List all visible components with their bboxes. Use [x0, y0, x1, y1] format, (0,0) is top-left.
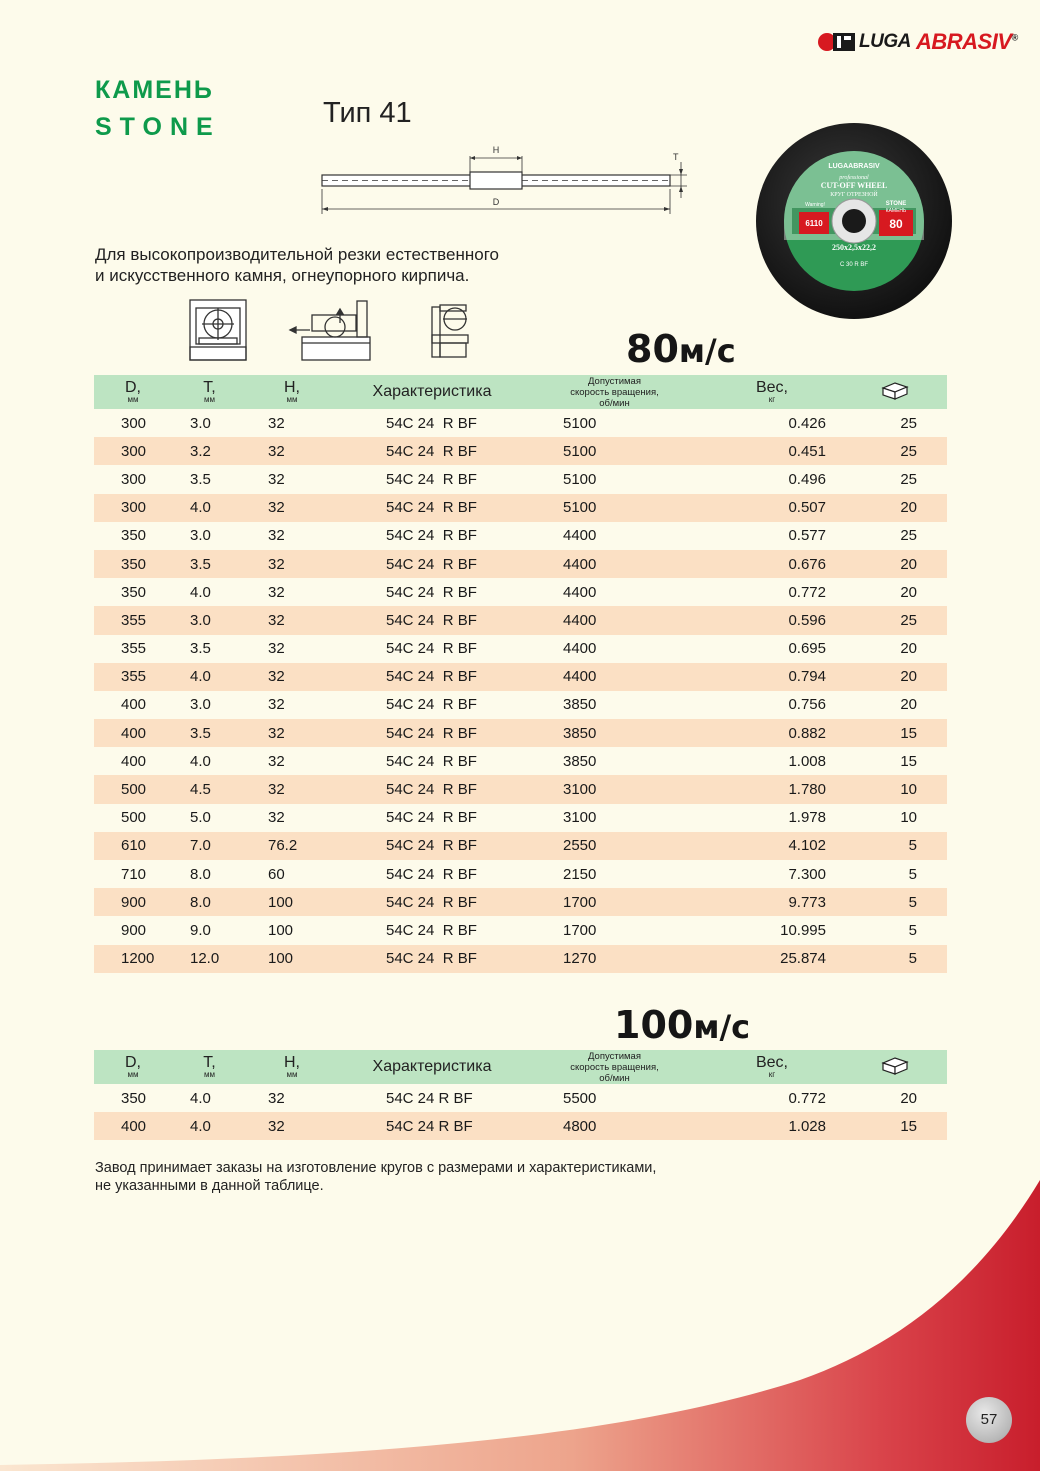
cell-t: 4.0 — [172, 663, 247, 691]
table-header — [94, 1050, 947, 1084]
cell-pack: 25 — [842, 606, 947, 634]
cell-h: 100 — [268, 921, 294, 939]
cell-weight: 1.028 — [702, 1112, 842, 1140]
cell-weight: 0.507 — [702, 494, 842, 522]
cell-pack: 20 — [842, 550, 947, 578]
cell-pack: 20 — [842, 663, 947, 691]
cell-speed: 4400 — [563, 583, 597, 601]
cell-d: 400 — [121, 696, 147, 714]
cell-pack: 15 — [842, 719, 947, 747]
speed-80-heading: 80м/с — [626, 327, 736, 371]
disc-warning-text: Warning! — [805, 202, 825, 208]
cell-weight: 0.596 — [702, 606, 842, 634]
table-header — [94, 375, 947, 409]
col-weight-header: Вес, кг — [702, 375, 842, 409]
category-title-en: STONE — [95, 113, 221, 141]
table-row — [94, 888, 947, 916]
cell-speed: 2550 — [527, 832, 702, 860]
cell-d: 1200 — [94, 945, 172, 973]
cell-d: 400 — [94, 1112, 172, 1140]
cell-weight: 0.882 — [702, 719, 842, 747]
cell-weight: 4.102 — [702, 832, 842, 860]
cell-t: 3.0 — [190, 696, 211, 714]
col-speed-header: Допустимая скорость вращения, об/мин — [527, 375, 702, 409]
cell-characteristic: 54C 24 R BF — [386, 640, 477, 658]
disc-size-text: 250x2,5x22,2 — [832, 243, 876, 252]
col-t-header: T, мм — [172, 1050, 247, 1084]
cell-weight: 0.451 — [702, 437, 842, 465]
cell-d: 350 — [121, 527, 147, 545]
table-row — [94, 663, 947, 691]
cell-h: 32 — [247, 1112, 337, 1140]
description-line-2: и искусственного камня, огнеупорного кирпича. — [95, 266, 470, 285]
table-row — [94, 635, 947, 663]
logo-luga-text: LUGA — [859, 31, 911, 52]
col-h-header: H, мм — [247, 1050, 337, 1084]
cell-t: 3.5 — [172, 719, 247, 747]
cell-weight: 1.008 — [788, 752, 826, 770]
cell-speed: 2150 — [563, 865, 597, 883]
cell-t: 8.0 — [172, 888, 247, 916]
table-row — [94, 832, 947, 860]
cell-t: 7.0 — [172, 832, 247, 860]
cell-pack: 15 — [842, 1112, 947, 1140]
cell-weight: 0.756 — [788, 696, 826, 714]
table-row — [94, 747, 947, 775]
box-icon — [881, 380, 909, 400]
cell-pack: 20 — [900, 583, 917, 601]
cell-characteristic: 54C 24 R BF — [337, 437, 527, 465]
wheel-dimension-diagram — [315, 140, 695, 215]
cell-d: 350 — [121, 583, 147, 601]
cell-d: 500 — [121, 809, 147, 827]
cut-off-wheel-image — [755, 122, 953, 320]
cell-h: 32 — [268, 470, 285, 488]
cell-pack: 5 — [908, 921, 917, 939]
cell-characteristic: 54C 24 R BF — [337, 494, 527, 522]
cell-d: 355 — [94, 663, 172, 691]
logo-mark-icon — [818, 30, 856, 54]
cell-pack: 10 — [842, 775, 947, 803]
dim-t-label: T — [673, 152, 679, 162]
table-row — [94, 550, 947, 578]
cell-h: 32 — [247, 550, 337, 578]
cell-speed: 1700 — [527, 888, 702, 916]
cell-characteristic: 54C 24 R BF — [386, 583, 477, 601]
cell-h: 32 — [268, 640, 285, 658]
table-row — [94, 860, 947, 888]
cell-h: 100 — [247, 945, 337, 973]
cell-characteristic: 54C 24 R BF — [386, 809, 477, 827]
table-row — [94, 804, 947, 832]
cell-weight: 25.874 — [702, 945, 842, 973]
decorative-swoosh — [0, 1180, 1040, 1471]
cell-characteristic: 54C 24 R BF — [337, 1112, 527, 1140]
box-icon — [881, 1055, 909, 1075]
cell-weight: 7.300 — [788, 865, 826, 883]
cell-pack: 15 — [900, 752, 917, 770]
table-row — [94, 945, 947, 973]
cell-characteristic: 54C 24 R BF — [386, 1089, 473, 1107]
cell-d: 500 — [94, 775, 172, 803]
cell-t: 3.2 — [172, 437, 247, 465]
cell-h: 32 — [268, 696, 285, 714]
cell-speed: 4800 — [527, 1112, 702, 1140]
disc-line1-text: professional — [839, 175, 869, 181]
cell-h: 32 — [268, 527, 285, 545]
disc-brand-text: LUGAABRASIV — [828, 163, 880, 170]
col-char-header: Характеристика — [337, 375, 527, 409]
disc-rpm-text: 6110 — [805, 219, 823, 228]
cell-d: 400 — [94, 719, 172, 747]
cell-characteristic: 54C 24 R BF — [337, 888, 527, 916]
cell-weight: 1.780 — [702, 775, 842, 803]
col-pack-header — [842, 1050, 947, 1084]
cell-h: 32 — [268, 1089, 285, 1107]
cell-pack: 20 — [900, 640, 917, 658]
cell-pack: 5 — [908, 865, 917, 883]
spec-table-100 — [94, 1050, 947, 1140]
cell-t: 3.5 — [172, 550, 247, 578]
cell-h: 32 — [247, 494, 337, 522]
cell-h: 32 — [247, 663, 337, 691]
disc-material-ru-text: КАМЕНЬ — [885, 208, 907, 214]
col-d-header: D, мм — [94, 1050, 172, 1084]
brand-logo — [818, 28, 1018, 58]
cell-speed: 5500 — [563, 1089, 597, 1107]
cell-d: 300 — [94, 437, 172, 465]
cell-pack: 5 — [842, 945, 947, 973]
cell-characteristic: 54C 24 R BF — [337, 945, 527, 973]
note-line-1: Завод принимает заказы на изготовление кругов с размерами и характеристиками, — [95, 1160, 657, 1176]
cell-h: 32 — [247, 775, 337, 803]
category-title-ru: КАМЕНЬ — [95, 76, 214, 104]
cell-weight: 0.496 — [788, 470, 826, 488]
cell-speed: 1700 — [563, 921, 597, 939]
cell-t: 4.5 — [172, 775, 247, 803]
table-row — [94, 578, 947, 606]
cell-speed: 5100 — [527, 437, 702, 465]
cell-h: 100 — [247, 888, 337, 916]
table-row — [94, 437, 947, 465]
cell-t: 5.0 — [190, 809, 211, 827]
cell-characteristic: 54C 24 R BF — [386, 527, 477, 545]
cut-off-machine-icon — [432, 305, 468, 357]
cell-weight: 0.772 — [788, 583, 826, 601]
cell-pack: 25 — [900, 527, 917, 545]
table-row — [94, 494, 947, 522]
description-line-1: Для высокопроизводительной резки естественного — [95, 245, 499, 264]
cell-d: 400 — [121, 752, 147, 770]
cell-d: 710 — [121, 865, 147, 883]
cell-pack: 10 — [900, 809, 917, 827]
cell-pack: 20 — [900, 1089, 917, 1107]
cell-speed: 5100 — [563, 414, 597, 432]
dim-d-label: D — [492, 197, 500, 207]
cell-d: 350 — [94, 550, 172, 578]
table-row — [94, 606, 947, 634]
cell-h: 32 — [268, 809, 285, 827]
cell-t: 3.0 — [190, 414, 211, 432]
col-weight-header: Вес, кг — [702, 1050, 842, 1084]
cell-weight: 1.978 — [788, 809, 826, 827]
cell-characteristic: 54C 24 R BF — [337, 550, 527, 578]
disc-material-text: STONE — [885, 201, 907, 207]
table-row — [94, 916, 947, 944]
cell-weight: 10.995 — [780, 921, 826, 939]
cell-characteristic: 54C 24 R BF — [386, 752, 477, 770]
cell-t: 3.5 — [190, 640, 211, 658]
cell-speed: 5100 — [563, 470, 597, 488]
cell-h: 32 — [268, 414, 285, 432]
cell-speed: 4400 — [563, 527, 597, 545]
disc-speed-text: 80 — [889, 217, 903, 231]
cell-characteristic: 54C 24 R BF — [386, 696, 477, 714]
speed-100-heading: 100м/с — [614, 1003, 751, 1047]
cell-weight: 0.426 — [788, 414, 826, 432]
cell-pack: 25 — [842, 437, 947, 465]
cell-t: 3.0 — [190, 527, 211, 545]
table-row — [94, 775, 947, 803]
cell-weight: 0.794 — [702, 663, 842, 691]
col-char-header: Характеристика — [337, 1050, 527, 1084]
cell-pack: 25 — [900, 470, 917, 488]
table-row — [94, 1112, 947, 1140]
table-row — [94, 522, 947, 550]
table-saw-icon — [290, 301, 370, 360]
cell-d: 350 — [121, 1089, 147, 1107]
cell-speed: 4400 — [527, 663, 702, 691]
table-row — [94, 409, 947, 437]
cell-characteristic: 54C 24 R BF — [337, 606, 527, 634]
disc-spec-text: C 30 R BF — [839, 262, 869, 268]
cell-pack: 20 — [900, 696, 917, 714]
cell-speed: 4400 — [527, 606, 702, 634]
disc-line2-text: CUT-OFF WHEEL — [820, 181, 888, 190]
cell-pack: 5 — [842, 832, 947, 860]
cell-h: 32 — [268, 752, 285, 770]
cell-t: 4.0 — [190, 1089, 211, 1107]
cell-pack: 20 — [842, 494, 947, 522]
cell-t: 4.0 — [172, 1112, 247, 1140]
cell-pack: 5 — [842, 888, 947, 916]
cell-d: 610 — [94, 832, 172, 860]
cell-weight: 9.773 — [702, 888, 842, 916]
col-speed-header: Допустимая скорость вращения, об/мин — [527, 1050, 702, 1084]
cell-h: 32 — [247, 719, 337, 747]
col-h-header: H, мм — [247, 375, 337, 409]
cell-speed: 1270 — [527, 945, 702, 973]
cell-d: 300 — [94, 494, 172, 522]
note-line-2: не указанными в данной таблице. — [95, 1178, 324, 1194]
cell-characteristic: 54C 24 R BF — [386, 865, 477, 883]
col-t-header: T, мм — [172, 375, 247, 409]
cell-speed: 3100 — [527, 775, 702, 803]
cell-d: 300 — [121, 414, 147, 432]
cell-d: 355 — [94, 606, 172, 634]
machine-icons — [185, 297, 485, 365]
cell-d: 300 — [121, 470, 147, 488]
cell-weight: 0.676 — [702, 550, 842, 578]
cell-t: 4.0 — [190, 752, 211, 770]
cell-speed: 4400 — [527, 550, 702, 578]
cell-t: 4.0 — [172, 494, 247, 522]
cell-speed: 5100 — [527, 494, 702, 522]
cell-h: 32 — [268, 583, 285, 601]
disc-line3-text: КРУГ ОТРЕЗНОЙ — [830, 192, 878, 198]
page-number: 57 — [966, 1397, 1012, 1443]
cell-t: 12.0 — [172, 945, 247, 973]
table-row — [94, 465, 947, 493]
cell-speed: 3850 — [527, 719, 702, 747]
dim-h-label: H — [492, 145, 500, 155]
cell-t: 3.5 — [190, 470, 211, 488]
cell-speed: 3850 — [563, 752, 597, 770]
cell-d: 355 — [121, 640, 147, 658]
cell-h: 60 — [268, 865, 285, 883]
cell-weight: 0.577 — [788, 527, 826, 545]
cell-characteristic: 54C 24 R BF — [386, 470, 477, 488]
cell-characteristic: 54C 24 R BF — [337, 832, 527, 860]
cell-t: 4.0 — [190, 583, 211, 601]
wheel-type-label: Тип 41 — [323, 97, 412, 129]
table-row — [94, 719, 947, 747]
table-row — [94, 691, 947, 719]
table-row — [94, 1084, 947, 1112]
cell-t: 3.0 — [172, 606, 247, 634]
cell-speed: 4400 — [563, 640, 597, 658]
cell-weight: 0.772 — [788, 1089, 826, 1107]
cell-weight: 0.695 — [788, 640, 826, 658]
col-pack-header — [842, 375, 947, 409]
cell-characteristic: 54C 24 R BF — [337, 775, 527, 803]
cell-pack: 25 — [900, 414, 917, 432]
cell-characteristic: 54C 24 R BF — [337, 663, 527, 691]
cell-characteristic: 54C 24 R BF — [386, 921, 477, 939]
cell-d: 900 — [94, 888, 172, 916]
cell-t: 9.0 — [190, 921, 211, 939]
cell-t: 8.0 — [190, 865, 211, 883]
spec-table-80 — [94, 375, 947, 973]
cell-d: 900 — [121, 921, 147, 939]
cell-characteristic: 54C 24 R BF — [337, 719, 527, 747]
cell-h: 32 — [247, 437, 337, 465]
logo-abrasiv-text: ABRASIV® — [916, 29, 1018, 54]
cell-h: 76.2 — [247, 832, 337, 860]
cell-h: 32 — [247, 606, 337, 634]
cell-speed: 3100 — [563, 809, 597, 827]
cell-characteristic: 54C 24 R BF — [386, 414, 477, 432]
stationary-saw-icon — [190, 300, 246, 360]
col-d-header: D, мм — [94, 375, 172, 409]
cell-speed: 3850 — [563, 696, 597, 714]
product-description — [95, 244, 655, 286]
